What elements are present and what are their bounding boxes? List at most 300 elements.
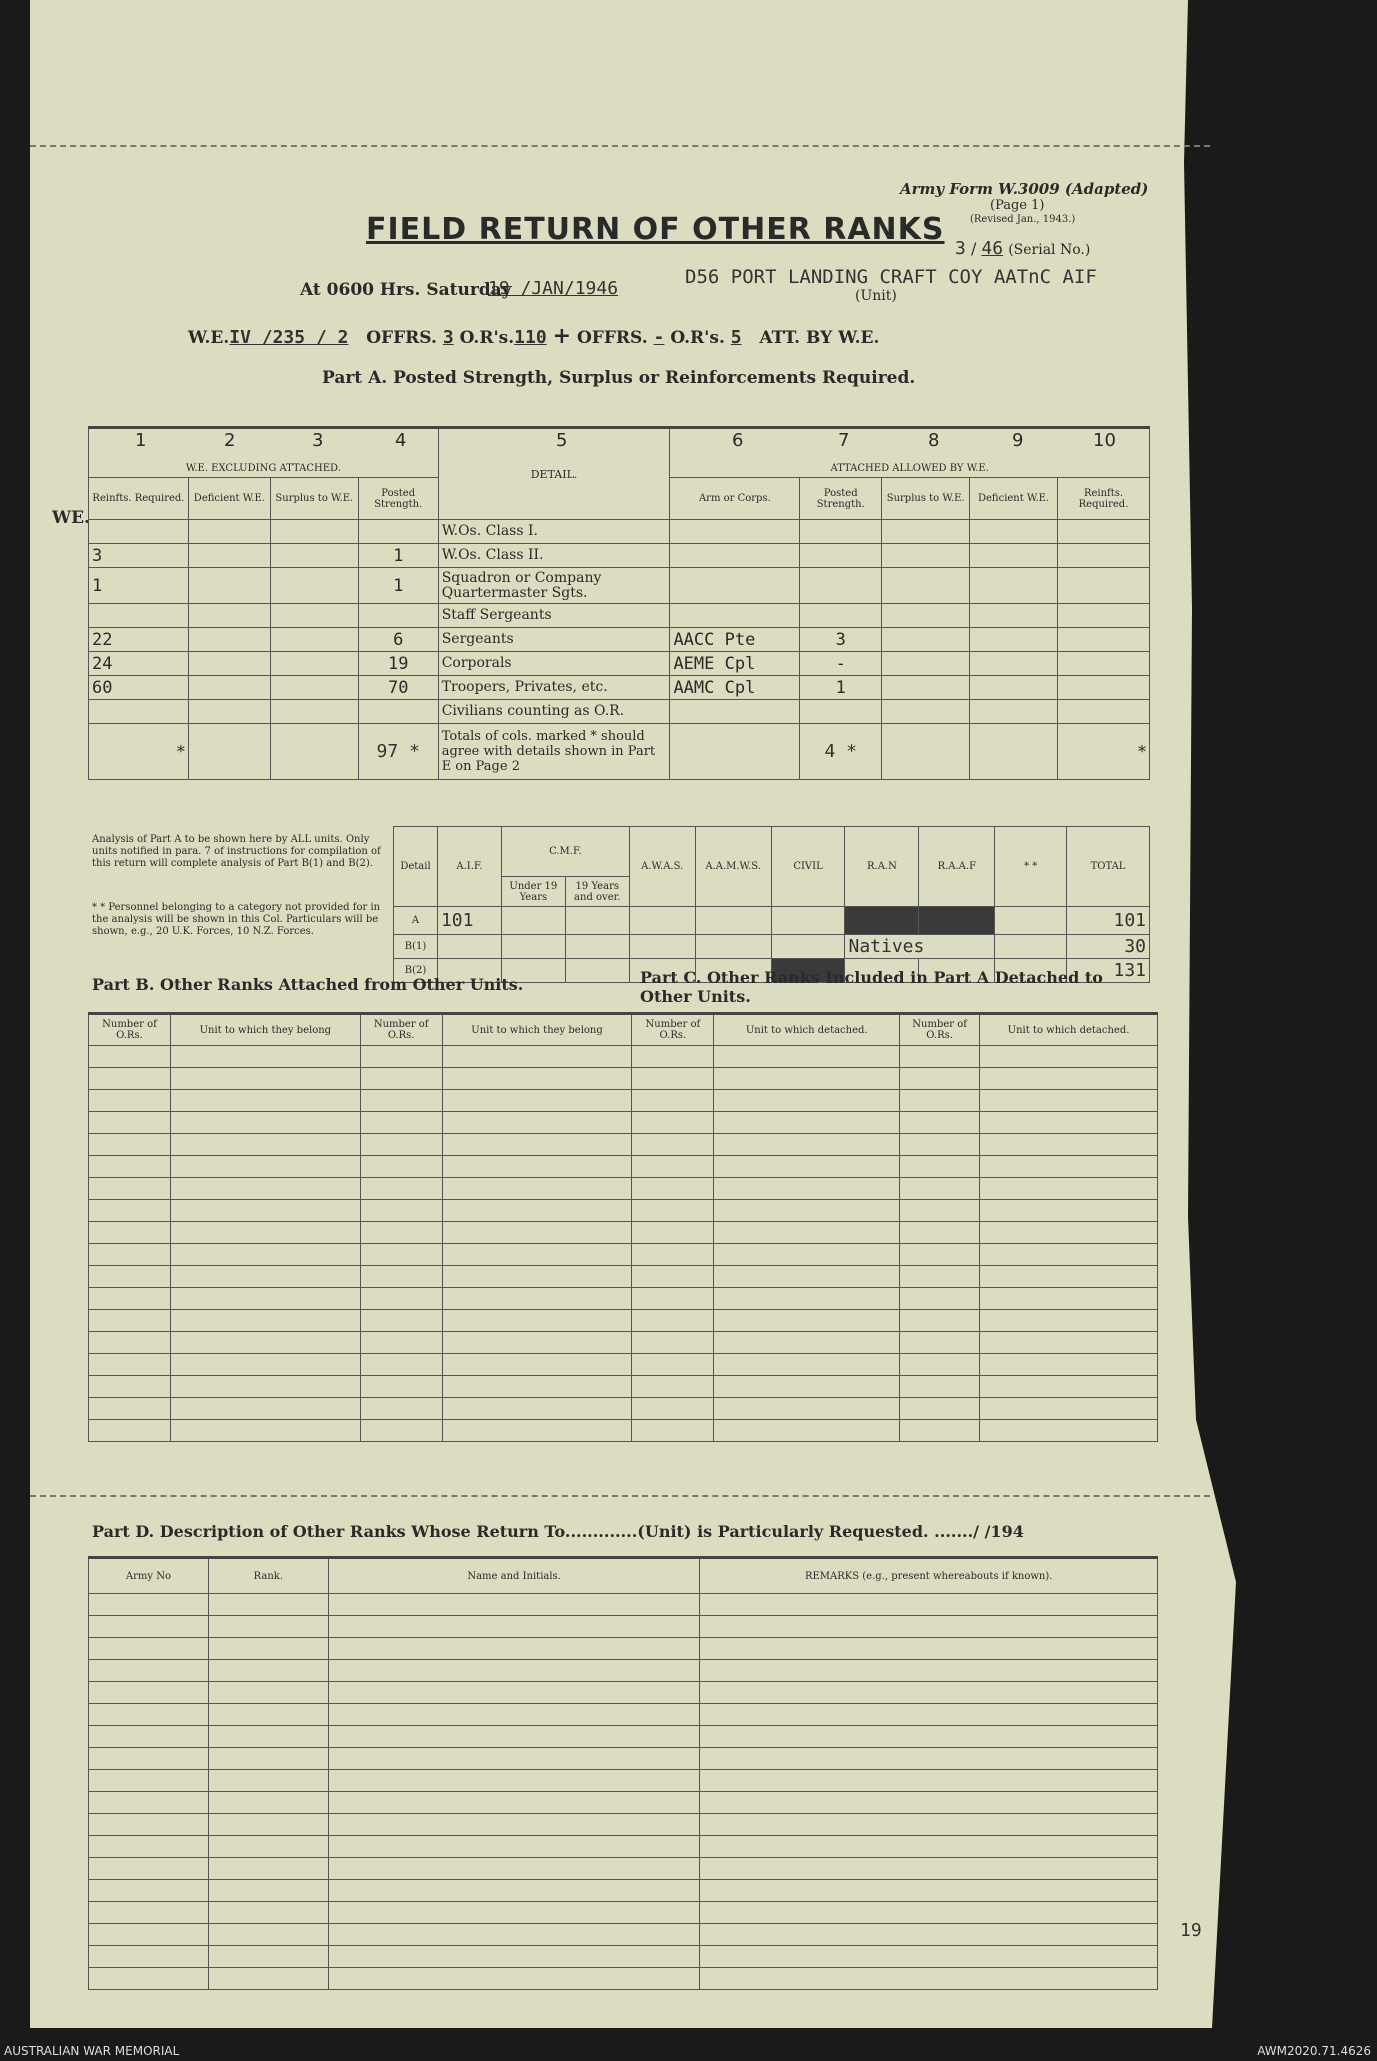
blank-cell[interactable] bbox=[89, 1134, 171, 1156]
blank-cell[interactable] bbox=[170, 1200, 360, 1222]
blank-cell[interactable] bbox=[328, 1880, 700, 1902]
blank-cell[interactable] bbox=[980, 1222, 1158, 1244]
blank-cell[interactable] bbox=[980, 1090, 1158, 1112]
att-reinfts bbox=[1058, 520, 1150, 544]
totals-row bbox=[89, 724, 1150, 780]
blank-cell[interactable] bbox=[700, 1814, 1158, 1836]
blank-cell[interactable] bbox=[328, 1748, 700, 1770]
blank-cell[interactable] bbox=[900, 1068, 980, 1090]
blank-cell[interactable] bbox=[89, 1946, 209, 1968]
blank-cell[interactable] bbox=[89, 1420, 171, 1442]
blank-cell[interactable] bbox=[700, 1902, 1158, 1924]
blank-cell[interactable] bbox=[632, 1398, 714, 1420]
blank-cell[interactable] bbox=[170, 1178, 360, 1200]
blank-cell[interactable] bbox=[89, 1112, 171, 1134]
blank-cell[interactable] bbox=[980, 1244, 1158, 1266]
blank-cell[interactable] bbox=[89, 1156, 171, 1178]
blank-cell[interactable] bbox=[714, 1222, 900, 1244]
blank-cell[interactable] bbox=[89, 1726, 209, 1748]
detail-label: W.Os. Class I. bbox=[438, 520, 670, 544]
blank-cell[interactable] bbox=[700, 1880, 1158, 1902]
d-name: Name and Initials. bbox=[328, 1558, 700, 1594]
blank-cell[interactable] bbox=[360, 1332, 442, 1354]
d-army-no: Army No bbox=[89, 1558, 209, 1594]
deficient bbox=[188, 544, 270, 568]
blank-cell[interactable] bbox=[89, 1902, 209, 1924]
blank-cell[interactable] bbox=[208, 1770, 328, 1792]
blank-cell[interactable] bbox=[170, 1156, 360, 1178]
surplus bbox=[270, 676, 358, 700]
we-value: 24 bbox=[89, 652, 189, 676]
blank-cell[interactable] bbox=[89, 1090, 171, 1112]
blank-cell[interactable] bbox=[89, 1880, 209, 1902]
blank-cell[interactable] bbox=[900, 1332, 980, 1354]
blank-cell[interactable] bbox=[208, 1968, 328, 1990]
blank-cell[interactable] bbox=[360, 1178, 442, 1200]
blank-cell[interactable] bbox=[632, 1288, 714, 1310]
blank-cell[interactable] bbox=[632, 1244, 714, 1266]
blank-cell[interactable] bbox=[89, 1594, 209, 1616]
blank-cell[interactable] bbox=[632, 1310, 714, 1332]
blank-cell[interactable] bbox=[360, 1376, 442, 1398]
att-reinfts bbox=[1058, 652, 1150, 676]
analysis-note-1: Analysis of Part A to be shown here by ALL units. Only units notified in para. 7 of instructions for compilation of this return will complete analysis of Part B(1) and B(2). bbox=[92, 834, 381, 869]
blank-cell[interactable] bbox=[714, 1420, 900, 1442]
blank-cell[interactable] bbox=[700, 1858, 1158, 1880]
deficient bbox=[188, 700, 270, 724]
blank-cell[interactable] bbox=[89, 1968, 209, 1990]
blank-cell[interactable] bbox=[89, 1222, 171, 1244]
surplus bbox=[270, 604, 358, 628]
blank-cell[interactable] bbox=[632, 1068, 714, 1090]
blank-cell[interactable] bbox=[632, 1266, 714, 1288]
blank-cell[interactable] bbox=[170, 1046, 360, 1068]
blank-cell[interactable] bbox=[208, 1704, 328, 1726]
blank-cell[interactable] bbox=[632, 1200, 714, 1222]
blank-cell[interactable] bbox=[442, 1376, 632, 1398]
blank-cell[interactable] bbox=[89, 1310, 171, 1332]
arm-corps bbox=[670, 544, 800, 568]
blank-cell[interactable] bbox=[900, 1354, 980, 1376]
blank-cell[interactable] bbox=[360, 1354, 442, 1376]
blank-cell[interactable] bbox=[89, 1924, 209, 1946]
blank-cell[interactable] bbox=[700, 1946, 1158, 1968]
att-surplus bbox=[882, 544, 970, 568]
col-num: 6 bbox=[732, 430, 744, 451]
blank-cell[interactable] bbox=[700, 1594, 1158, 1616]
blank-cell[interactable] bbox=[170, 1332, 360, 1354]
blank-cell[interactable] bbox=[632, 1354, 714, 1376]
blank-cell[interactable] bbox=[89, 1770, 209, 1792]
blank-cell[interactable] bbox=[632, 1046, 714, 1068]
we-value: 60 bbox=[89, 676, 189, 700]
detail-label: Civilians counting as O.R. bbox=[438, 700, 670, 724]
blank-cell[interactable] bbox=[208, 1858, 328, 1880]
table-row bbox=[89, 1858, 1158, 1880]
blank-cell[interactable] bbox=[442, 1398, 632, 1420]
blank-cell[interactable] bbox=[900, 1156, 980, 1178]
blank-cell[interactable] bbox=[360, 1420, 442, 1442]
blank-cell[interactable] bbox=[360, 1090, 442, 1112]
blank-cell[interactable] bbox=[714, 1354, 900, 1376]
blank-cell[interactable] bbox=[442, 1354, 632, 1376]
detail-label: Staff Sergeants bbox=[438, 604, 670, 628]
col-posted: Posted Strength. bbox=[358, 478, 438, 520]
we-value bbox=[89, 520, 189, 544]
we-value: 22 bbox=[89, 628, 189, 652]
blank-cell[interactable] bbox=[632, 1420, 714, 1442]
blank-cell[interactable] bbox=[900, 1134, 980, 1156]
blank-cell[interactable] bbox=[170, 1112, 360, 1134]
table-row bbox=[89, 1420, 1158, 1442]
blank-cell[interactable] bbox=[980, 1046, 1158, 1068]
cmf-under-19: Under 19 Years bbox=[501, 877, 565, 907]
blank-cell[interactable] bbox=[89, 1244, 171, 1266]
blank-cell[interactable] bbox=[442, 1222, 632, 1244]
blank-cell[interactable] bbox=[328, 1902, 700, 1924]
blank-cell[interactable] bbox=[328, 1660, 700, 1682]
col-num: 4 bbox=[395, 430, 407, 451]
blank-cell[interactable] bbox=[700, 1924, 1158, 1946]
blank-cell[interactable] bbox=[328, 1638, 700, 1660]
blank-cell[interactable] bbox=[900, 1288, 980, 1310]
blank-cell[interactable] bbox=[980, 1266, 1158, 1288]
footer-left: AUSTRALIAN WAR MEMORIAL bbox=[4, 2044, 180, 2058]
blank-cell[interactable] bbox=[170, 1266, 360, 1288]
blank-cell[interactable] bbox=[208, 1902, 328, 1924]
return-date: 19 /JAN/1946 bbox=[488, 278, 619, 299]
col-num: 10 bbox=[1093, 430, 1116, 451]
arm-corps: AACC Pte bbox=[670, 628, 800, 652]
blank-cell[interactable] bbox=[700, 1770, 1158, 1792]
blank-cell[interactable] bbox=[632, 1134, 714, 1156]
analysis-aif: A.I.F. bbox=[437, 827, 501, 907]
blank-cell[interactable] bbox=[208, 1946, 328, 1968]
blank-cell[interactable] bbox=[980, 1420, 1158, 1442]
blank-cell[interactable] bbox=[360, 1398, 442, 1420]
blank-cell[interactable] bbox=[632, 1090, 714, 1112]
blank-cell[interactable] bbox=[360, 1112, 442, 1134]
blank-cell[interactable] bbox=[980, 1068, 1158, 1090]
blank-cell[interactable] bbox=[89, 1660, 209, 1682]
blank-cell[interactable] bbox=[170, 1222, 360, 1244]
blank-cell[interactable] bbox=[700, 1792, 1158, 1814]
blank-cell[interactable] bbox=[714, 1200, 900, 1222]
blank-cell[interactable] bbox=[632, 1222, 714, 1244]
att-surplus bbox=[882, 520, 970, 544]
blank-cell[interactable] bbox=[900, 1420, 980, 1442]
blank-cell[interactable] bbox=[632, 1332, 714, 1354]
blank-cell[interactable] bbox=[442, 1244, 632, 1266]
blank-cell[interactable] bbox=[700, 1660, 1158, 1682]
blank-cell[interactable] bbox=[714, 1376, 900, 1398]
table-row bbox=[89, 1178, 1158, 1200]
blank-cell[interactable] bbox=[714, 1068, 900, 1090]
blank-cell[interactable] bbox=[360, 1288, 442, 1310]
blank-cell[interactable] bbox=[170, 1376, 360, 1398]
blank-cell[interactable] bbox=[900, 1376, 980, 1398]
stamp-box bbox=[845, 907, 919, 935]
blank-cell[interactable] bbox=[700, 1748, 1158, 1770]
blank-cell[interactable] bbox=[208, 1836, 328, 1858]
table-row bbox=[89, 1748, 1158, 1770]
blank-cell[interactable] bbox=[714, 1178, 900, 1200]
blank-cell[interactable] bbox=[442, 1134, 632, 1156]
blank-cell[interactable] bbox=[980, 1200, 1158, 1222]
blank-cell[interactable] bbox=[632, 1156, 714, 1178]
blank-cell[interactable] bbox=[714, 1134, 900, 1156]
blank-cell[interactable] bbox=[89, 1704, 209, 1726]
col-att-surplus: Surplus to W.E. bbox=[882, 478, 970, 520]
blank-cell[interactable] bbox=[442, 1310, 632, 1332]
blank-cell[interactable] bbox=[900, 1200, 980, 1222]
cmf-19-over: 19 Years and over. bbox=[565, 877, 629, 907]
surplus bbox=[270, 568, 358, 604]
d-rank: Rank. bbox=[208, 1558, 328, 1594]
blank-cell[interactable] bbox=[700, 1616, 1158, 1638]
blank-cell[interactable] bbox=[714, 1156, 900, 1178]
blank-cell[interactable] bbox=[208, 1792, 328, 1814]
star: * bbox=[1058, 724, 1150, 780]
blank-cell[interactable] bbox=[208, 1748, 328, 1770]
blank-cell[interactable] bbox=[208, 1880, 328, 1902]
deficient bbox=[188, 628, 270, 652]
att-posted bbox=[800, 604, 882, 628]
blank-cell[interactable] bbox=[89, 1178, 171, 1200]
blank-cell[interactable] bbox=[714, 1266, 900, 1288]
blank-cell[interactable] bbox=[442, 1156, 632, 1178]
blank-cell[interactable] bbox=[632, 1112, 714, 1134]
blank-cell[interactable] bbox=[360, 1068, 442, 1090]
posted-strength: 70 bbox=[358, 676, 438, 700]
blank-cell[interactable] bbox=[980, 1398, 1158, 1420]
blank-cell[interactable] bbox=[328, 1726, 700, 1748]
col-num: 3 bbox=[312, 430, 324, 451]
att-reinfts bbox=[1058, 544, 1150, 568]
blank-cell[interactable] bbox=[328, 1858, 700, 1880]
blank-cell[interactable] bbox=[714, 1398, 900, 1420]
blank-cell[interactable] bbox=[208, 1660, 328, 1682]
blank-cell[interactable] bbox=[980, 1112, 1158, 1134]
surplus bbox=[270, 652, 358, 676]
blank-cell[interactable] bbox=[208, 1726, 328, 1748]
blank-cell[interactable] bbox=[700, 1968, 1158, 1990]
blank-cell[interactable] bbox=[208, 1594, 328, 1616]
blank-cell[interactable] bbox=[89, 1376, 171, 1398]
total-a: 101 bbox=[1067, 907, 1150, 935]
blank-cell[interactable] bbox=[89, 1288, 171, 1310]
surplus bbox=[270, 544, 358, 568]
blank-cell[interactable] bbox=[714, 1332, 900, 1354]
blank-cell[interactable] bbox=[360, 1200, 442, 1222]
blank-cell[interactable] bbox=[442, 1046, 632, 1068]
blank-cell[interactable] bbox=[89, 1748, 209, 1770]
blank-cell[interactable] bbox=[442, 1068, 632, 1090]
blank-cell[interactable] bbox=[360, 1046, 442, 1068]
blank-cell[interactable] bbox=[980, 1332, 1158, 1354]
blank-cell[interactable] bbox=[328, 1594, 700, 1616]
blank-cell[interactable] bbox=[360, 1134, 442, 1156]
table-row bbox=[89, 1594, 1158, 1616]
att-posted: 1 bbox=[800, 676, 882, 700]
blank-cell[interactable] bbox=[170, 1090, 360, 1112]
col-arm: Arm or Corps. bbox=[670, 478, 800, 520]
att-posted bbox=[800, 568, 882, 604]
detail-label: Squadron or Company Quartermaster Sgts. bbox=[438, 568, 670, 604]
page-title: FIELD RETURN OF OTHER RANKS bbox=[366, 212, 945, 247]
blank-cell[interactable] bbox=[632, 1178, 714, 1200]
blank-cell[interactable] bbox=[170, 1398, 360, 1420]
blank-cell[interactable] bbox=[900, 1266, 980, 1288]
blank-cell[interactable] bbox=[700, 1638, 1158, 1660]
blank-cell[interactable] bbox=[900, 1398, 980, 1420]
blank-cell[interactable] bbox=[170, 1354, 360, 1376]
blank-cell[interactable] bbox=[328, 1792, 700, 1814]
blank-cell[interactable] bbox=[980, 1134, 1158, 1156]
c-unit-1: Unit to which detached. bbox=[714, 1014, 900, 1046]
blank-cell[interactable] bbox=[900, 1310, 980, 1332]
col-att-posted: Posted Strength. bbox=[800, 478, 882, 520]
blank-cell[interactable] bbox=[900, 1046, 980, 1068]
totals-att-posted: 4 * bbox=[800, 724, 882, 780]
blank-cell[interactable] bbox=[89, 1068, 171, 1090]
blank-cell[interactable] bbox=[980, 1288, 1158, 1310]
we-value: 1 bbox=[89, 568, 189, 604]
table-row bbox=[89, 1968, 1158, 1990]
blank-cell[interactable] bbox=[170, 1068, 360, 1090]
blank-cell[interactable] bbox=[89, 1638, 209, 1660]
blank-cell[interactable] bbox=[328, 1682, 700, 1704]
blank-cell[interactable] bbox=[714, 1090, 900, 1112]
blank-cell[interactable] bbox=[700, 1836, 1158, 1858]
blank-cell[interactable] bbox=[89, 1792, 209, 1814]
blank-cell[interactable] bbox=[328, 1924, 700, 1946]
arm-corps bbox=[670, 604, 800, 628]
blank-cell[interactable] bbox=[328, 1946, 700, 1968]
blank-cell[interactable] bbox=[360, 1310, 442, 1332]
blank-cell[interactable] bbox=[170, 1244, 360, 1266]
blank-cell[interactable] bbox=[328, 1704, 700, 1726]
table-row bbox=[89, 1134, 1158, 1156]
blank-cell[interactable] bbox=[700, 1704, 1158, 1726]
blank-cell[interactable] bbox=[442, 1288, 632, 1310]
unit-name: D56 PORT LANDING CRAFT COY AATnC AIF bbox=[685, 266, 1097, 288]
blank-cell[interactable] bbox=[328, 1836, 700, 1858]
blank-cell[interactable] bbox=[89, 1046, 171, 1068]
blank-cell[interactable] bbox=[632, 1376, 714, 1398]
blank-cell[interactable] bbox=[442, 1332, 632, 1354]
part-a-row bbox=[89, 544, 1150, 568]
blank-cell[interactable] bbox=[980, 1156, 1158, 1178]
col-reinfts: Reinfts. Required. bbox=[89, 478, 189, 520]
blank-cell[interactable] bbox=[170, 1420, 360, 1442]
blank-cell[interactable] bbox=[360, 1244, 442, 1266]
blank-cell[interactable] bbox=[442, 1200, 632, 1222]
arm-corps bbox=[670, 520, 800, 544]
blank-cell[interactable] bbox=[900, 1244, 980, 1266]
blank-cell[interactable] bbox=[442, 1090, 632, 1112]
att-surplus bbox=[882, 568, 970, 604]
posted-strength bbox=[358, 520, 438, 544]
table-row bbox=[89, 1682, 1158, 1704]
blank-cell[interactable] bbox=[980, 1376, 1158, 1398]
table-row bbox=[89, 1068, 1158, 1090]
blank-cell[interactable] bbox=[89, 1332, 171, 1354]
blank-cell[interactable] bbox=[89, 1354, 171, 1376]
blank-cell[interactable] bbox=[714, 1288, 900, 1310]
blank-cell[interactable] bbox=[714, 1112, 900, 1134]
col-deficient: Deficient W.E. bbox=[188, 478, 270, 520]
blank-cell[interactable] bbox=[442, 1112, 632, 1134]
deficient bbox=[188, 604, 270, 628]
blank-cell[interactable] bbox=[208, 1924, 328, 1946]
blank-cell[interactable] bbox=[328, 1814, 700, 1836]
blank-cell[interactable] bbox=[442, 1420, 632, 1442]
blank-cell[interactable] bbox=[328, 1968, 700, 1990]
blank-cell[interactable] bbox=[900, 1222, 980, 1244]
col-num: 7 bbox=[838, 430, 850, 451]
blank-cell[interactable] bbox=[89, 1682, 209, 1704]
deficient bbox=[188, 676, 270, 700]
blank-cell[interactable] bbox=[714, 1244, 900, 1266]
blank-cell[interactable] bbox=[89, 1858, 209, 1880]
blank-cell[interactable] bbox=[700, 1726, 1158, 1748]
blank-cell[interactable] bbox=[208, 1814, 328, 1836]
blank-cell[interactable] bbox=[714, 1046, 900, 1068]
blank-cell[interactable] bbox=[208, 1638, 328, 1660]
blank-cell[interactable] bbox=[900, 1090, 980, 1112]
totals-posted: 97 * bbox=[358, 724, 438, 780]
blank-cell[interactable] bbox=[89, 1266, 171, 1288]
analysis-awas: A.W.A.S. bbox=[629, 827, 695, 907]
blank-cell[interactable] bbox=[89, 1398, 171, 1420]
blank-cell[interactable] bbox=[328, 1616, 700, 1638]
table-row bbox=[89, 1266, 1158, 1288]
blank-cell[interactable] bbox=[170, 1134, 360, 1156]
blank-cell[interactable] bbox=[442, 1266, 632, 1288]
blank-cell[interactable] bbox=[980, 1310, 1158, 1332]
analysis-raaf: R.A.A.F bbox=[919, 827, 995, 907]
blank-cell[interactable] bbox=[89, 1836, 209, 1858]
blank-cell[interactable] bbox=[170, 1310, 360, 1332]
part-a-table bbox=[88, 426, 1150, 780]
blank-cell[interactable] bbox=[900, 1178, 980, 1200]
blank-cell[interactable] bbox=[442, 1178, 632, 1200]
blank-cell[interactable] bbox=[89, 1200, 171, 1222]
analysis-civil: CIVIL bbox=[771, 827, 845, 907]
blank-cell[interactable] bbox=[170, 1288, 360, 1310]
blank-cell[interactable] bbox=[208, 1616, 328, 1638]
blank-cell[interactable] bbox=[360, 1222, 442, 1244]
table-row bbox=[89, 1946, 1158, 1968]
arm-corps bbox=[670, 700, 800, 724]
arm-corps: AAMC Cpl bbox=[670, 676, 800, 700]
blank-cell[interactable] bbox=[980, 1354, 1158, 1376]
posted-strength: 6 bbox=[358, 628, 438, 652]
blank-cell[interactable] bbox=[360, 1156, 442, 1178]
blank-cell[interactable] bbox=[980, 1178, 1158, 1200]
at-label: At 0600 Hrs. Saturday bbox=[300, 280, 512, 300]
blank-cell[interactable] bbox=[208, 1682, 328, 1704]
deficient bbox=[188, 520, 270, 544]
blank-cell[interactable] bbox=[714, 1310, 900, 1332]
blank-cell[interactable] bbox=[360, 1266, 442, 1288]
blank-cell[interactable] bbox=[900, 1112, 980, 1134]
blank-cell[interactable] bbox=[89, 1616, 209, 1638]
blank-cell[interactable] bbox=[700, 1682, 1158, 1704]
blank-cell[interactable] bbox=[89, 1814, 209, 1836]
blank-cell[interactable] bbox=[328, 1770, 700, 1792]
